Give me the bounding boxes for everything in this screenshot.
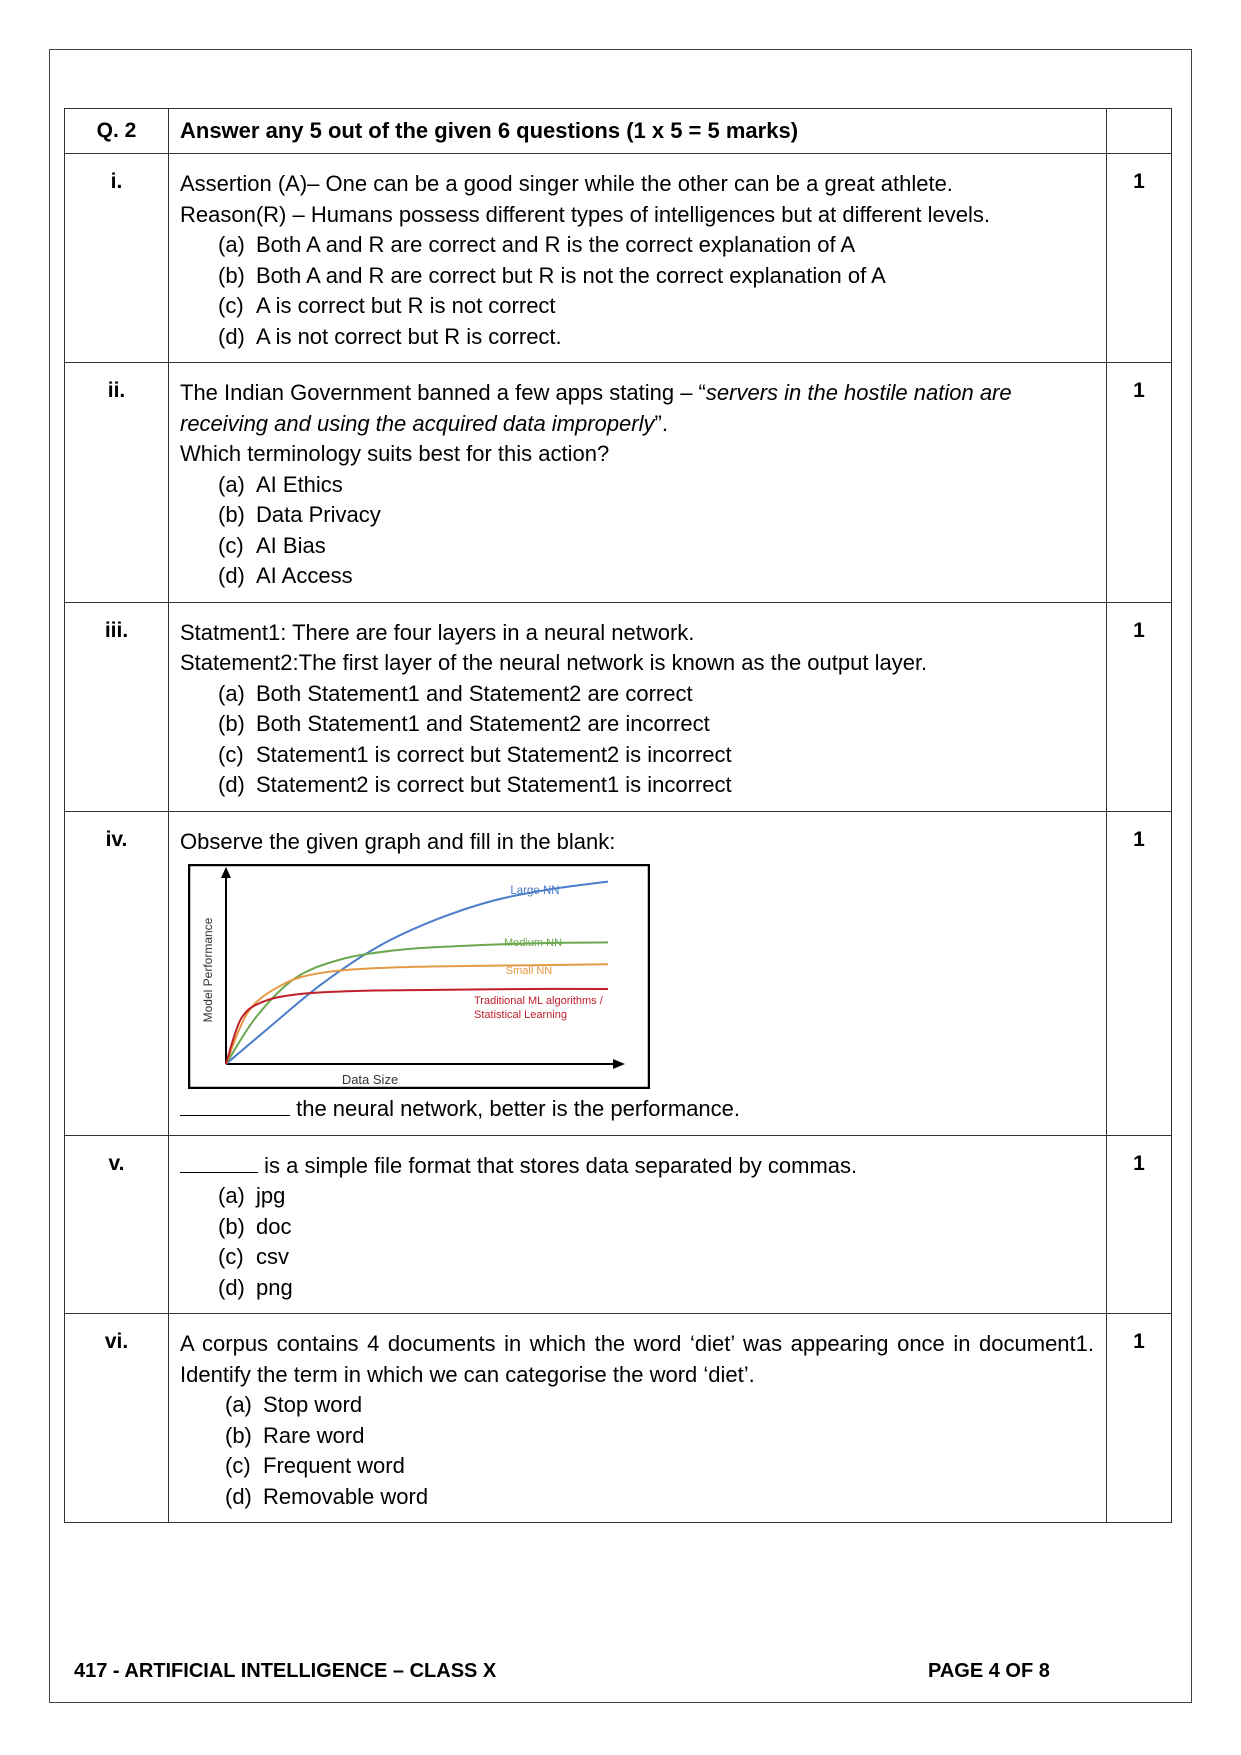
option-text: png: [256, 1274, 293, 1300]
x-axis-label: Data Size: [341, 1072, 399, 1087]
marks-value: 1: [1133, 1330, 1145, 1353]
reason-text: Reason(R) – Humans possess different types of intelligences but at different levels.: [180, 201, 990, 227]
answer-blank: [180, 1152, 258, 1173]
option-letter: (c): [225, 1453, 251, 1478]
option-text: AI Access: [256, 563, 353, 588]
option-text: AI Bias: [256, 532, 326, 558]
question-row: [65, 811, 1172, 1135]
performance-chart: [188, 864, 650, 1089]
statement-outro: ”.: [654, 410, 668, 436]
option-text: Rare word: [263, 1422, 365, 1448]
question-row: [65, 363, 1172, 603]
option-text: jpg: [256, 1183, 286, 1208]
question-prompt: Which terminology suits best for this action?: [180, 441, 610, 466]
option-letter: (b): [218, 711, 245, 736]
option-item: [218, 770, 1094, 801]
sentence-text: the neural network, better is the performance.: [290, 1096, 741, 1121]
question-row: [65, 1314, 1172, 1523]
option-letter: (d): [218, 1274, 245, 1300]
series-label-line: Statistical Learning: [474, 1009, 567, 1021]
question-row: [65, 154, 1172, 363]
option-item: [218, 1242, 1094, 1273]
option-item: [218, 740, 1094, 771]
question-number: iii.: [104, 618, 129, 642]
question-row: [65, 602, 1172, 811]
option-item: [218, 1273, 1094, 1304]
question-statement: [180, 378, 1094, 439]
option-item: [218, 679, 1094, 710]
sentence-text: is a simple file format that stores data separated by commas.: [258, 1152, 858, 1178]
fill-blank-sentence: [180, 1094, 1094, 1125]
question-prompt: Observe the given graph and fill in the blank:: [180, 828, 616, 854]
option-text: Statement1 is correct but Statement2 is incorrect: [256, 741, 732, 767]
statement-intro: The Indian Government banned a few apps stating – “: [180, 380, 706, 405]
question-table: [64, 108, 1172, 1523]
question-body: [180, 363, 1094, 602]
statement-two: Statement2:The first layer of the neural network is known as the output layer.: [180, 650, 928, 675]
option-item: [218, 1212, 1094, 1243]
assertion-text: Assertion (A)– One can be a good singer while the other can be a great athlete.: [180, 171, 953, 196]
marks-value: 1: [1133, 1151, 1145, 1175]
option-text: A is not correct but R is correct.: [256, 323, 562, 349]
chart-svg: [188, 864, 650, 1089]
option-item: [225, 1482, 1094, 1513]
question-number: v.: [108, 1151, 125, 1175]
option-text: csv: [256, 1244, 289, 1269]
option-text: Data Privacy: [256, 502, 381, 527]
marks-value: 1: [1133, 170, 1145, 193]
option-letter: (d): [225, 1483, 252, 1509]
option-letter: (a): [218, 471, 245, 497]
series-label-line: Traditional ML algorithms /: [474, 995, 603, 1007]
option-letter: (b): [225, 1422, 252, 1448]
answer-blank: [180, 1095, 290, 1116]
options-list: [180, 1181, 1094, 1303]
option-letter: (a): [218, 1183, 245, 1208]
options-list: [180, 679, 1094, 801]
option-text: Stop word: [263, 1392, 363, 1417]
option-letter: (b): [218, 502, 245, 527]
question-number: vi.: [104, 1330, 129, 1353]
question-body: [180, 1314, 1094, 1522]
option-item: [225, 1390, 1094, 1421]
option-letter: (d): [218, 563, 245, 588]
option-text: Statement2 is correct but Statement1 is incorrect: [256, 772, 732, 797]
option-item: [218, 291, 1094, 322]
option-text: AI Ethics: [256, 471, 343, 497]
option-letter: (d): [218, 323, 245, 349]
option-letter: (b): [218, 262, 245, 288]
option-text: Both A and R are correct but R is not the correct explanation of A: [256, 262, 886, 288]
fill-blank-sentence: [180, 1151, 1094, 1182]
footer-subject: 417 - ARTIFICIAL INTELLIGENCE – CLASS X: [74, 1660, 497, 1682]
option-text: Frequent word: [263, 1453, 405, 1478]
option-letter: (c): [218, 532, 244, 558]
table-header-row: [65, 109, 1172, 154]
marks-header-cell: [1107, 109, 1172, 154]
option-item: [218, 261, 1094, 292]
option-text: Removable word: [263, 1483, 429, 1509]
option-item: [225, 1451, 1094, 1482]
marks-value: 1: [1133, 379, 1145, 402]
chart-frame: [189, 865, 649, 1088]
series-label-large-nn: Large NN: [510, 885, 560, 897]
question-number: ii.: [107, 379, 126, 402]
option-item: [218, 531, 1094, 562]
option-item: [218, 1181, 1094, 1212]
option-letter: (a): [225, 1392, 252, 1417]
option-item: [218, 561, 1094, 592]
option-item: [218, 230, 1094, 261]
option-letter: (a): [218, 680, 245, 706]
question-instruction: Answer any 5 out of the given 6 questions (1 x 5 = 5 marks): [169, 109, 1107, 154]
question-row: [65, 1135, 1172, 1314]
option-text: doc: [256, 1213, 292, 1239]
question-number: Q. 2: [65, 109, 169, 154]
series-label-medium-nn: Medium NN: [503, 937, 563, 949]
option-text: A is correct but R is not correct: [256, 293, 556, 318]
question-number: i.: [110, 170, 123, 193]
question-body: [180, 1136, 1094, 1314]
option-text: Both Statement1 and Statement2 are incorrect: [256, 711, 710, 736]
marks-value: 1: [1133, 827, 1145, 851]
statement-quote: servers in the hostile nation are receiving and using the acquired data improperly: [180, 380, 1012, 436]
question-body: [180, 812, 1094, 1135]
question-body: [180, 154, 1094, 362]
option-letter: (d): [218, 772, 245, 797]
option-item: [218, 709, 1094, 740]
option-item: [218, 322, 1094, 353]
question-number: iv.: [105, 827, 128, 851]
options-list: [180, 230, 1094, 352]
option-letter: (c): [218, 293, 244, 318]
option-letter: (a): [218, 232, 245, 257]
series-label-small-nn: Small NN: [505, 965, 553, 977]
question-body: [180, 603, 1094, 811]
footer-page-number: PAGE 4 OF 8: [928, 1660, 1050, 1682]
question-statement: A corpus contains 4 documents in which the word ‘diet’ was appearing once in document1. Identify the term in which we can categorise the word ‘diet’.: [180, 1331, 1094, 1387]
option-letter: (c): [218, 1244, 244, 1269]
statement-one: Statment1: There are four layers in a neural network.: [180, 619, 695, 645]
option-item: [225, 1421, 1094, 1452]
options-list: [180, 1390, 1094, 1512]
y-axis-label: Model Performance: [201, 917, 215, 1023]
options-list: [180, 470, 1094, 592]
option-item: [218, 500, 1094, 531]
marks-value: 1: [1133, 618, 1145, 642]
option-letter: (b): [218, 1213, 245, 1239]
option-text: Both A and R are correct and R is the correct explanation of A: [256, 232, 856, 257]
option-text: Both Statement1 and Statement2 are correct: [256, 680, 693, 706]
option-letter: (c): [218, 741, 244, 767]
option-item: [218, 470, 1094, 501]
